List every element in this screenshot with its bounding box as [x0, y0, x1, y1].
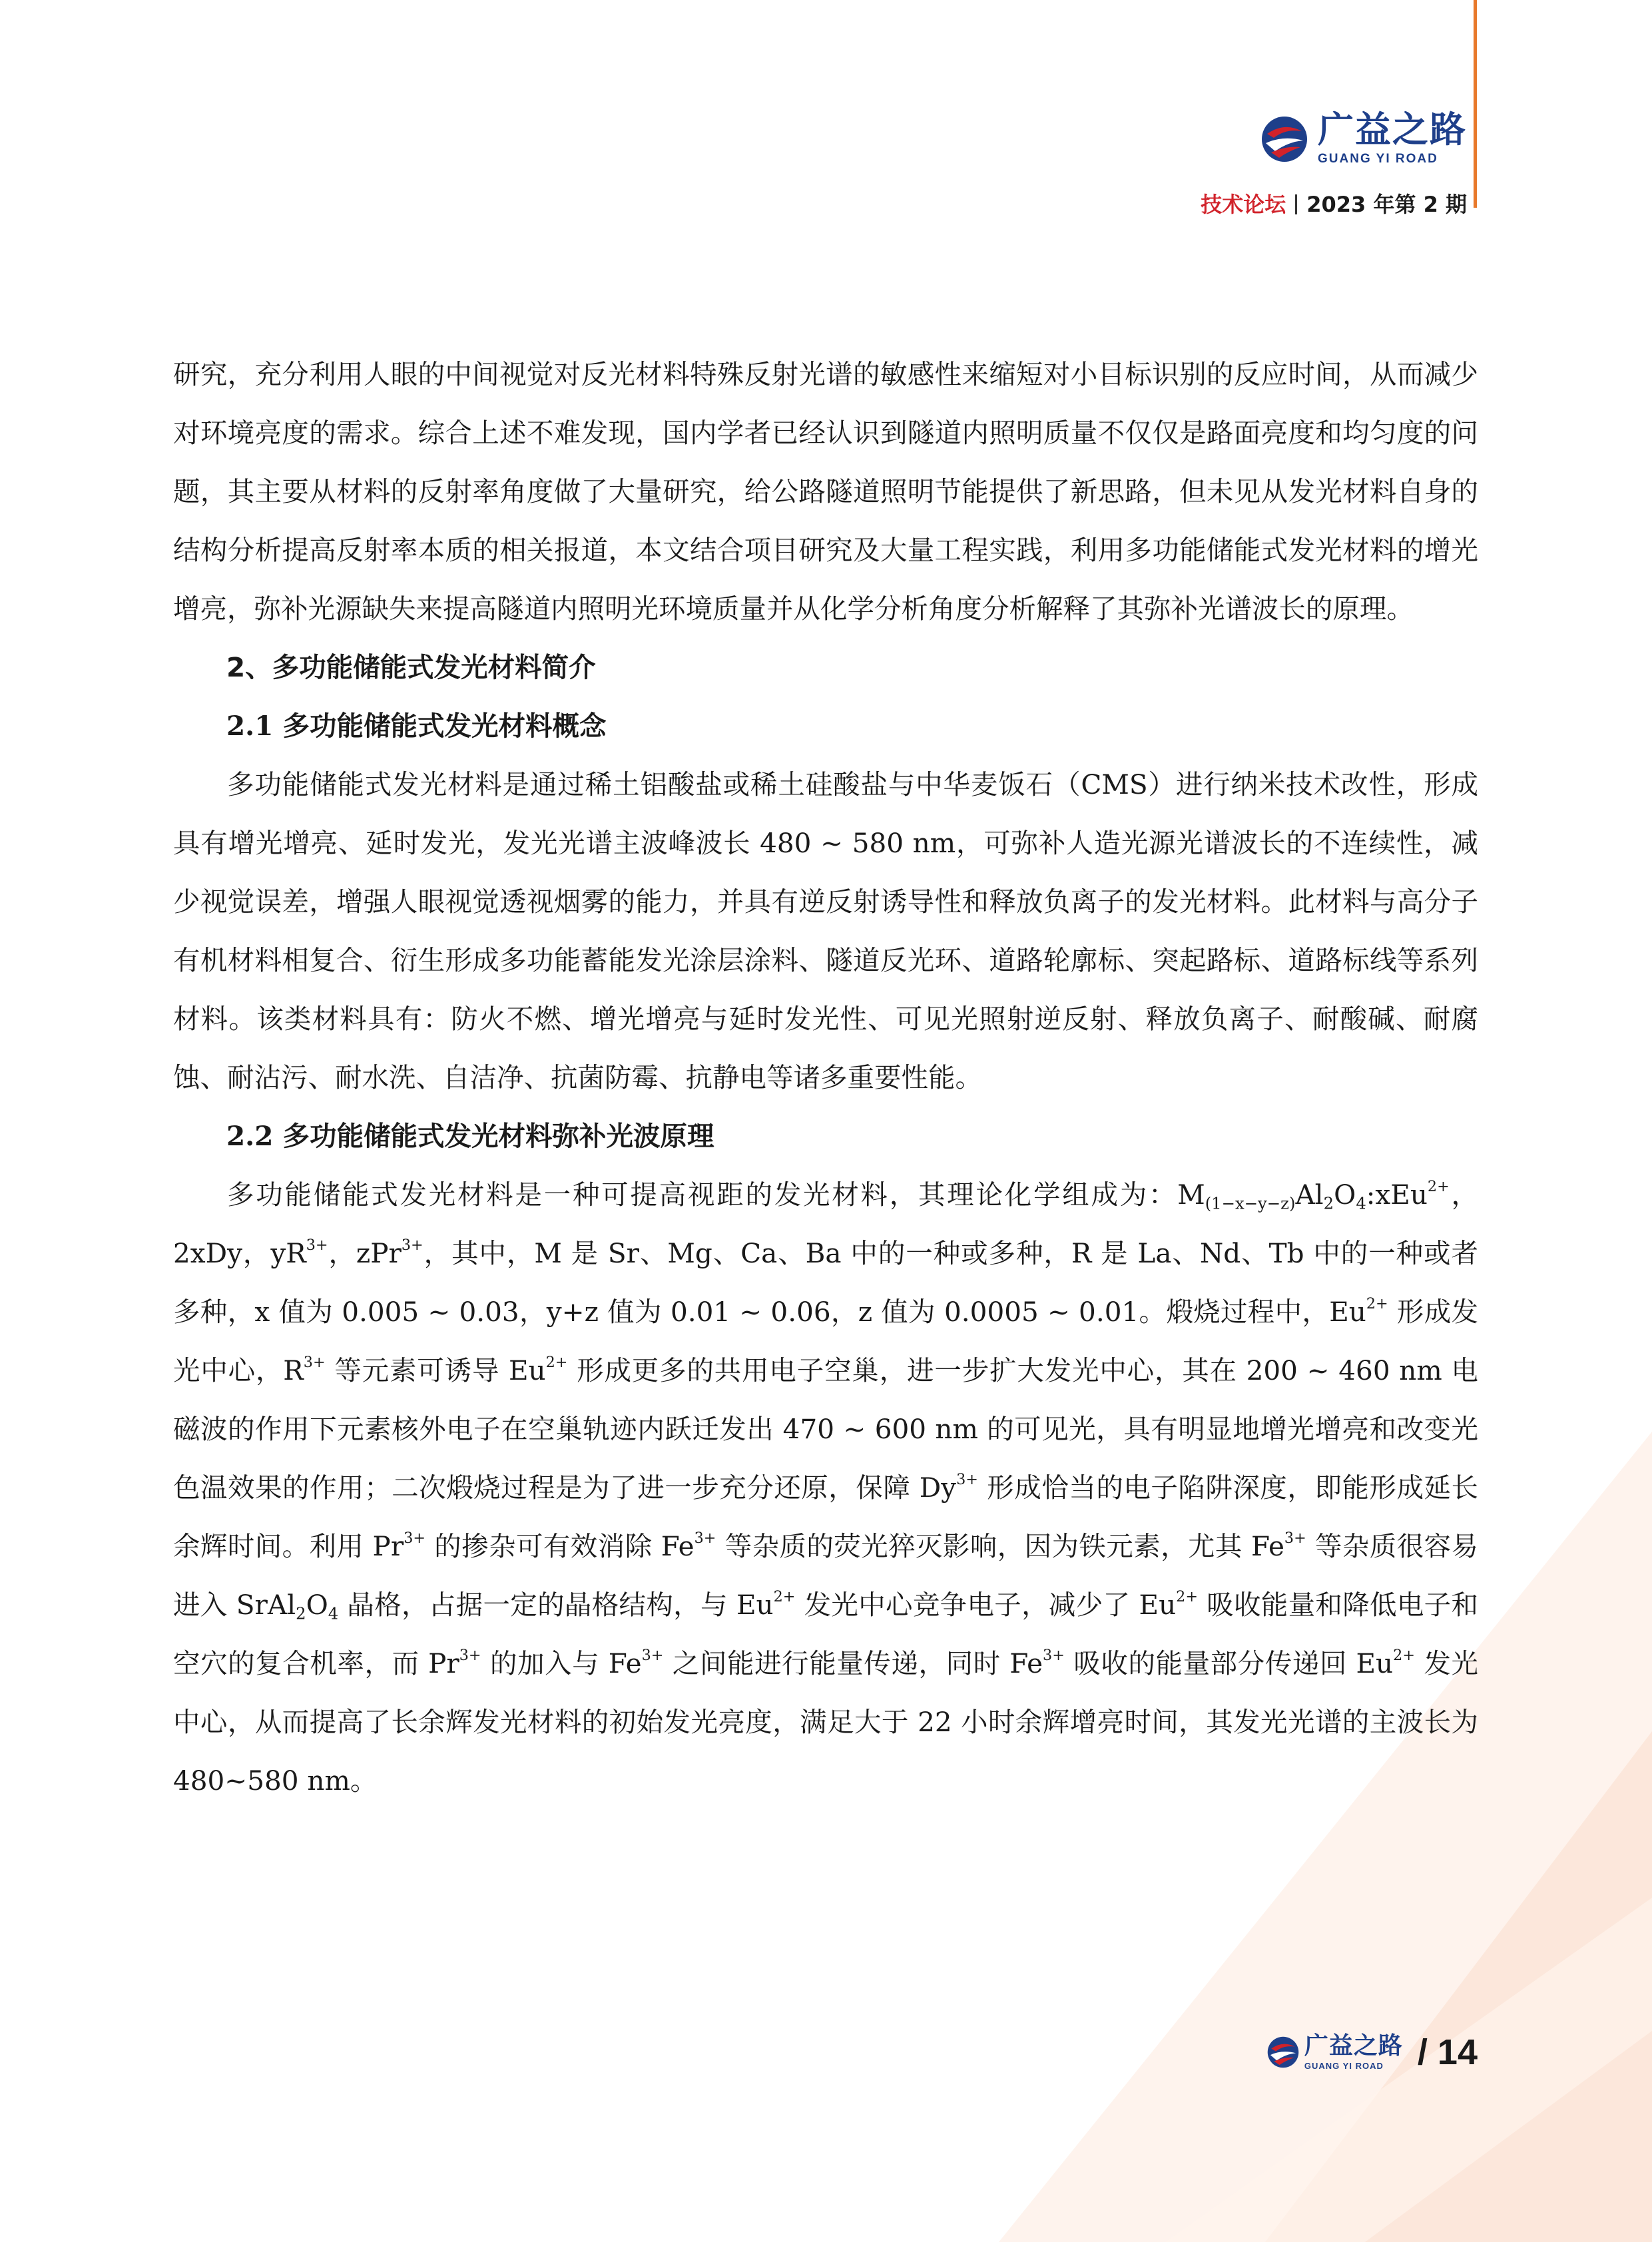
text-run: 等杂质的荧光猝灭影响，因为铁元素，尤其 Fe [716, 1530, 1284, 1562]
page-number: / 14 [1417, 2032, 1478, 2072]
text-run: 晶格，占据一定的晶格结构，与 Eu [338, 1589, 774, 1621]
superscript: 3+ [459, 1647, 481, 1665]
paragraph-3 [173, 1165, 1478, 1810]
issue-date: 2023 年第 2 期 [1306, 192, 1467, 217]
text-run: 发光中心，从而提高了长余辉发光材料的初始发光亮度，满足大于 22 小时余辉增亮时间，其发光光谱的主波长为 480~580 nm。 [173, 1647, 1479, 1797]
page-header [1201, 109, 1467, 218]
text-run: 的掺杂可有效消除 Fe [425, 1530, 694, 1562]
text-run: 发光中心竞争电子，减少了 Eu [795, 1589, 1177, 1621]
text-run: Al [1295, 1179, 1324, 1211]
paragraph-1: 研究，充分利用人眼的中间视觉对反光材料特殊反射光谱的敏感性来缩短对小目标识别的反应时间，从而减少对环境亮度的需求。综合上述不难发现，国内学者已经认识到隧道内照明质量不仅仅是路面亮度和均匀度的问题，其主要从材料的反射率角度做了大量研究，给公路隧道照明节能提供了新思路，但未见从发光材料自身的结构分析提高反射率本质的相关报道，本文结合项目研究及大量工程实践，利用多功能储能式发光材料的增光增亮，弥补光源缺失来提高隧道内照明光环境质量并从化学分析角度分析解释了其弥补光谱波长的原理。 [173, 358, 1478, 625]
text-run: :xEu [1366, 1179, 1428, 1211]
footer-brand-cn: 广益之路 [1304, 2032, 1403, 2060]
superscript: 3+ [641, 1647, 664, 1665]
page-footer [1266, 2032, 1478, 2073]
superscript: 3+ [1043, 1647, 1065, 1665]
text-run: O [1334, 1179, 1356, 1211]
superscript: 2+ [773, 1588, 796, 1606]
superscript: 3+ [1284, 1530, 1306, 1547]
issue-separator [1295, 194, 1297, 214]
text-run: 形成恰当的电子陷阱深度，即能形成延长余辉时间。利用 Pr [173, 1472, 1478, 1562]
superscript: 2+ [1427, 1178, 1450, 1196]
text-run: 等元素可诱导 Eu [325, 1354, 546, 1386]
logo-icon [1259, 114, 1310, 164]
text-run: 多功能储能式发光材料是一种可提高视距的发光材料，其理论化学组成为：M [227, 1179, 1205, 1211]
text-run: 形成更多的共用电子空巢，进一步扩大发光中心，其在 200 ~ 460 nm 电磁波的作用下元素核外电子在空巢轨迹内跃迁发出 470 ~ 600 nm 的可见光，具有明显地增光增亮和改变光色温效果的作用；二次煅烧过程是为了进一步充分还原，保障 Dy [173, 1354, 1478, 1504]
subscript: (1−x−y−z) [1205, 1193, 1296, 1213]
superscript: 3+ [401, 1237, 423, 1255]
superscript: 2+ [1366, 1295, 1388, 1313]
text-run: 吸收的能量部分传递回 Eu [1064, 1647, 1394, 1679]
text-run: 之间能进行能量传递，同时 Fe [663, 1647, 1043, 1679]
text-run: 等杂质很容易进入 SrAl [173, 1530, 1479, 1621]
superscript: 2+ [1176, 1588, 1198, 1606]
superscript: 2+ [1393, 1647, 1415, 1665]
superscript: 3+ [303, 1354, 326, 1372]
superscript: 3+ [306, 1237, 328, 1255]
subsection-heading-2-2: 2.2 多功能储能式发光材料弥补光波原理 [226, 1120, 714, 1152]
issue-info [1201, 188, 1467, 218]
subscript: 4 [328, 1603, 339, 1623]
text-run: ，zPr [328, 1237, 402, 1269]
footer-logo-icon [1266, 2035, 1300, 2070]
brand-logo [1201, 109, 1467, 166]
text-run: 形成发光中心，R [173, 1296, 1479, 1386]
superscript: 3+ [404, 1530, 426, 1547]
article-body [173, 345, 1478, 1810]
paragraph-2: 多功能储能式发光材料是通过稀土铝酸盐或稀土硅酸盐与中华麦饭石（CMS）进行纳米技术改性，形成具有增光增亮、延时发光，发光光谱主波峰波长 480 ~ 580 nm，可弥补人造光源光谱波长的不连续性，减少视觉误差，增强人眼视觉透视烟雾的能力，并具有逆反射诱导性和释放负离子的发光材料。此材料与高分子有机材料相复合、衍生形成多功能蓄能发光涂层涂料、隧道反光环、道路轮廓标、突起路标、道路标线等系列材料。该类材料具有：防火不燃、增光增亮与延时发光性、可见光照射逆反射、释放负离子、耐酸碱、耐腐蚀、耐沾污、耐水洗、自洁净、抗菌防霉、抗静电等诸多重要性能。 [173, 768, 1478, 1093]
brand-name-cn: 广益之路 [1318, 109, 1467, 150]
subscript: 2 [296, 1603, 306, 1623]
text-run: O [306, 1589, 328, 1621]
accent-line [1474, 0, 1477, 208]
text-run: 的加入与 Fe [481, 1647, 642, 1679]
text-run: 吸收能量和降低电子和空穴的复合机率，而 Pr [173, 1589, 1478, 1679]
text-run: ，其中，M 是 Sr、Mg、Ca、Ba 中的一种或多种，R 是 La、Nd、Tb 中的一种或者多种，x 值为 0.005 ~ 0.03，y+z 值为 0.01 ~ 0.06，z 值为 0.0005 ~ 0.01。煅烧过程中，Eu [173, 1237, 1478, 1328]
brand-name-en: GUANG YI ROAD [1318, 152, 1438, 166]
superscript: 2+ [545, 1354, 568, 1372]
superscript: 3+ [694, 1530, 716, 1547]
section-heading-2: 2、多功能储能式发光材料简介 [226, 651, 596, 683]
footer-brand-en: GUANG YI ROAD [1304, 2060, 1384, 2071]
subsection-heading-2-1: 2.1 多功能储能式发光材料概念 [226, 710, 607, 742]
subscript: 2 [1323, 1193, 1334, 1213]
section-label: 技术论坛 [1201, 192, 1286, 217]
text-run: ，2xDy，yR [173, 1179, 1478, 1269]
subscript: 4 [1356, 1193, 1366, 1213]
superscript: 3+ [956, 1471, 978, 1489]
